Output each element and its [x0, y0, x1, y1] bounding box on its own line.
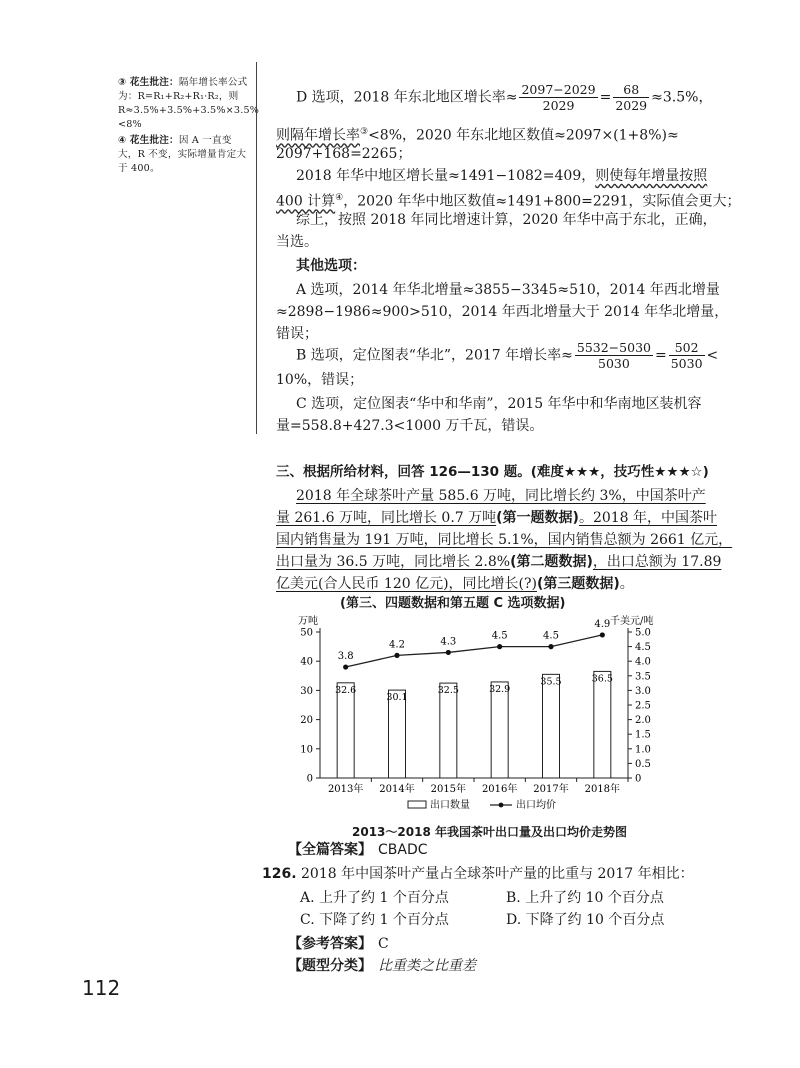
- side-annotations: [118, 76, 260, 178]
- full-answer-label: 【全篇答案】: [288, 842, 372, 858]
- right-tick-label: 2.0: [635, 715, 651, 727]
- option-d: D. 下降了约 10 个百分点: [506, 912, 665, 928]
- x-tick-label: 2013年: [327, 784, 364, 795]
- bar: [591, 671, 613, 778]
- left-tick-label: 40: [300, 656, 313, 668]
- text-l5-a: 400 计算: [276, 193, 336, 210]
- right-tick-label: 0: [635, 773, 642, 785]
- option-a-line-3: 错误；: [276, 326, 318, 342]
- x-tick-label: 2015年: [430, 784, 467, 795]
- option-b-line-2: 10%，错误；: [276, 372, 364, 388]
- full-answer-value: CBADC: [378, 842, 428, 858]
- chart-caption: (第三、四题数据和第五题 C 选项数据): [340, 596, 566, 611]
- bar-value-label: 32.5: [437, 685, 459, 697]
- tea-export-chart: [284, 610, 704, 840]
- material-line-5: [276, 574, 634, 594]
- full-answer-row: [288, 840, 428, 860]
- question-text: 2018 年中国茶叶产量占全球茶叶产量的比重与 2017 年相比：: [301, 866, 694, 882]
- left-tick-label: 30: [300, 685, 313, 697]
- reference-answer-value: C: [378, 936, 389, 952]
- bar-value-label: 32.9: [489, 683, 511, 695]
- option-a: A. 上升了约 1 个百分点: [300, 890, 449, 906]
- option-d-line-1: [296, 82, 712, 113]
- text-l1-b: ≈3.5%，: [651, 89, 713, 106]
- side-note-4: [118, 134, 250, 176]
- question-number: 126.: [262, 866, 297, 882]
- price-point: [497, 644, 502, 649]
- left-tick-label: 10: [300, 744, 313, 756]
- right-tick-label: 4.0: [635, 656, 651, 668]
- chart-title: 2013～2018 年我国茶叶出口量及出口均价走势图: [352, 825, 627, 839]
- price-point: [548, 644, 553, 649]
- fraction-2-num: 68: [613, 82, 649, 98]
- material-line-2: [276, 508, 717, 528]
- left-tick-label: 20: [300, 715, 313, 727]
- footnote-ref-4: ④: [335, 193, 344, 203]
- bar-value-label: 36.5: [591, 673, 613, 685]
- price-value-label: 4.9: [594, 618, 611, 630]
- text-p4-a: 出口量为 36.5 万吨，同比增长 2.8%: [276, 554, 511, 570]
- text-p5-a: 亿美元(合人民币 120 亿元)，同比增长(?): [276, 576, 537, 592]
- question-type-value: 比重类之比重差: [378, 958, 476, 974]
- text-p5-b: (第三题数据): [536, 576, 620, 592]
- x-tick-label: 2014年: [379, 784, 415, 795]
- fraction-3-num: 5532−5030: [576, 340, 651, 355]
- price-point: [600, 632, 605, 637]
- price-value-label: 4.5: [491, 630, 508, 642]
- footnote-ref-3: ③: [360, 127, 369, 137]
- x-tick-label: 2017年: [533, 784, 569, 795]
- text-l2-c: <8%，2020 年东北地区数值≈2097×(1+8%)≈: [368, 127, 679, 144]
- margin-divider: [256, 62, 257, 434]
- question-type-label: 【题型分类】: [288, 958, 372, 974]
- text-p2-a: 量 261.6 万吨，同比增长 0.7 万吨: [276, 510, 497, 526]
- x-tick-label: 2016年: [481, 784, 518, 795]
- bar: [543, 674, 560, 778]
- price-value-label: 4.2: [389, 639, 405, 651]
- other-options-heading: 其他选项：: [296, 258, 366, 274]
- text-b1-b: <: [706, 347, 719, 364]
- material-line-3: [276, 530, 732, 550]
- reference-answer-label: 【参考答案】: [288, 936, 372, 952]
- fraction-4: [669, 340, 705, 371]
- fraction-3-den: 5030: [598, 356, 630, 371]
- conclusion-line-2: 当选。: [276, 234, 318, 250]
- side-note-3: [118, 76, 260, 132]
- legend-line-label: 出口均价: [516, 800, 556, 811]
- legend-line-marker: [499, 803, 504, 808]
- option-d-line-3: 2097+168=2265；: [276, 146, 412, 162]
- option-a-line-2: ≈2898−1986≈900>510，2014 年西北增量大于 2014 年华北增量，: [276, 304, 729, 320]
- price-value-label: 4.5: [543, 630, 559, 642]
- left-tick-label: 50: [300, 627, 313, 639]
- bar: [489, 682, 511, 778]
- text-b1-a: B 选项，定位图表“华北”，2017 年增长率≈: [296, 347, 573, 364]
- text-l5-c: ，2020 年华中地区数值≈1491+800=2291，实际值会更大；: [343, 193, 741, 210]
- right-tick-label: 5.0: [635, 627, 651, 639]
- legend-bar-swatch: [408, 801, 426, 808]
- right-tick-label: 4.5: [635, 642, 651, 654]
- text-p1: 2018 年全球茶叶产量 585.6 万吨，同比增长约 3%，中国茶叶产: [296, 488, 706, 504]
- bar: [437, 683, 459, 778]
- left-tick-label: 0: [306, 773, 313, 785]
- right-tick-label: 1.5: [635, 729, 651, 741]
- text-p5-c: 。: [619, 576, 634, 592]
- fraction-3: [575, 340, 653, 371]
- text-p4-c: ，出口总额为 17.89: [592, 554, 722, 570]
- text-l2-a: 则隔年增长率: [276, 127, 360, 144]
- side-note-4-head: ④ 花生批注：: [118, 135, 179, 146]
- fraction-1: [519, 82, 597, 113]
- text-b1-eq: =: [654, 347, 667, 364]
- right-tick-label: 0.5: [635, 758, 651, 770]
- side-note-3-head: ③ 花生批注：: [118, 77, 179, 88]
- option-c: C. 下降了约 1 个百分点: [300, 912, 449, 928]
- fraction-4-den: 5030: [670, 356, 703, 371]
- text-p2-b: (第一题数据): [496, 510, 579, 526]
- bar-value-label: 30.1: [386, 692, 408, 704]
- side-note-3-body: 隔年增长率公式为：R=R₁+R₂+R₁·R₂，则 R≈3.5%+3.5%+3.5%×3.5%<8%: [118, 77, 260, 130]
- right-axis-unit: 千美元/吨: [610, 616, 654, 627]
- text-p3: 国内销售量为 191 万吨，同比增长 5.1%，国内销售总额为 2661 亿元，: [276, 532, 733, 548]
- conclusion-line-1: 综上，按照 2018 年同比增速计算，2020 年华中高于东北，正确，: [296, 212, 717, 228]
- x-tick-label: 2018年: [584, 784, 621, 795]
- option-d-line-4: [296, 166, 707, 186]
- material-line-1: [296, 486, 706, 506]
- page-number: 112: [82, 976, 121, 1000]
- question-type-row: [288, 956, 476, 976]
- option-a-line-1: A 选项，2014 年华北增量≈3855−3345≈510，2014 年西北增量: [296, 282, 720, 298]
- bar: [335, 683, 357, 778]
- right-tick-label: 1.0: [635, 744, 651, 756]
- price-line: [346, 635, 603, 667]
- fraction-2-den: 2029: [615, 98, 648, 113]
- right-tick-label: 3.0: [635, 685, 651, 697]
- left-axis-unit: 万吨: [298, 616, 318, 627]
- fraction-4-num: 502: [669, 340, 705, 356]
- text-l4-b: 则使每年增量按照: [595, 168, 708, 184]
- price-value-label: 3.8: [337, 651, 354, 663]
- option-b: B. 上升了约 10 个百分点: [506, 890, 664, 906]
- question-126: [262, 864, 694, 884]
- text-l1-a: D 选项，2018 年东北地区增长率≈: [296, 89, 518, 106]
- material-line-4: [276, 552, 721, 572]
- section-heading: 三、根据所给材料，回答 126—130 题。(难度★★★，技巧性★★★☆): [276, 464, 709, 480]
- option-d-line-2: [276, 122, 679, 146]
- fraction-1-den: 2029: [542, 98, 575, 113]
- price-point: [446, 650, 451, 655]
- option-c-line-1: C 选项，定位图表“华中和华南”，2015 年华中和华南地区装机容: [296, 396, 702, 412]
- price-point: [343, 664, 348, 669]
- text-p2-c: 。2018 年，中国茶叶: [578, 510, 718, 526]
- price-value-label: 4.3: [440, 636, 457, 648]
- option-c-line-2: 量=558.8+427.3<1000 万千瓦，错误。: [276, 418, 544, 434]
- option-b-line-1: [296, 340, 718, 371]
- reference-answer-row: [288, 934, 389, 954]
- right-tick-label: 3.5: [635, 671, 651, 683]
- bar-value-label: 32.6: [335, 684, 357, 696]
- bar-value-label: 35.5: [540, 676, 562, 688]
- side-note-4-body: 因 A 一直变大，R 不变，实际增量肯定大于 400。: [118, 135, 247, 174]
- legend-bar-label: 出口数量: [430, 800, 470, 811]
- option-d-line-5: [276, 188, 741, 212]
- text-p4-b: (第二题数据): [510, 554, 593, 570]
- fraction-1-num: 2097−2029: [521, 82, 596, 97]
- text-l1-eq: =: [599, 89, 612, 106]
- fraction-2: [613, 82, 649, 113]
- text-l4-a: 2018 年华中地区增长量≈1491−1082=409，: [296, 168, 596, 184]
- bar: [389, 690, 406, 778]
- right-tick-label: 2.5: [635, 700, 651, 712]
- price-point: [394, 653, 399, 658]
